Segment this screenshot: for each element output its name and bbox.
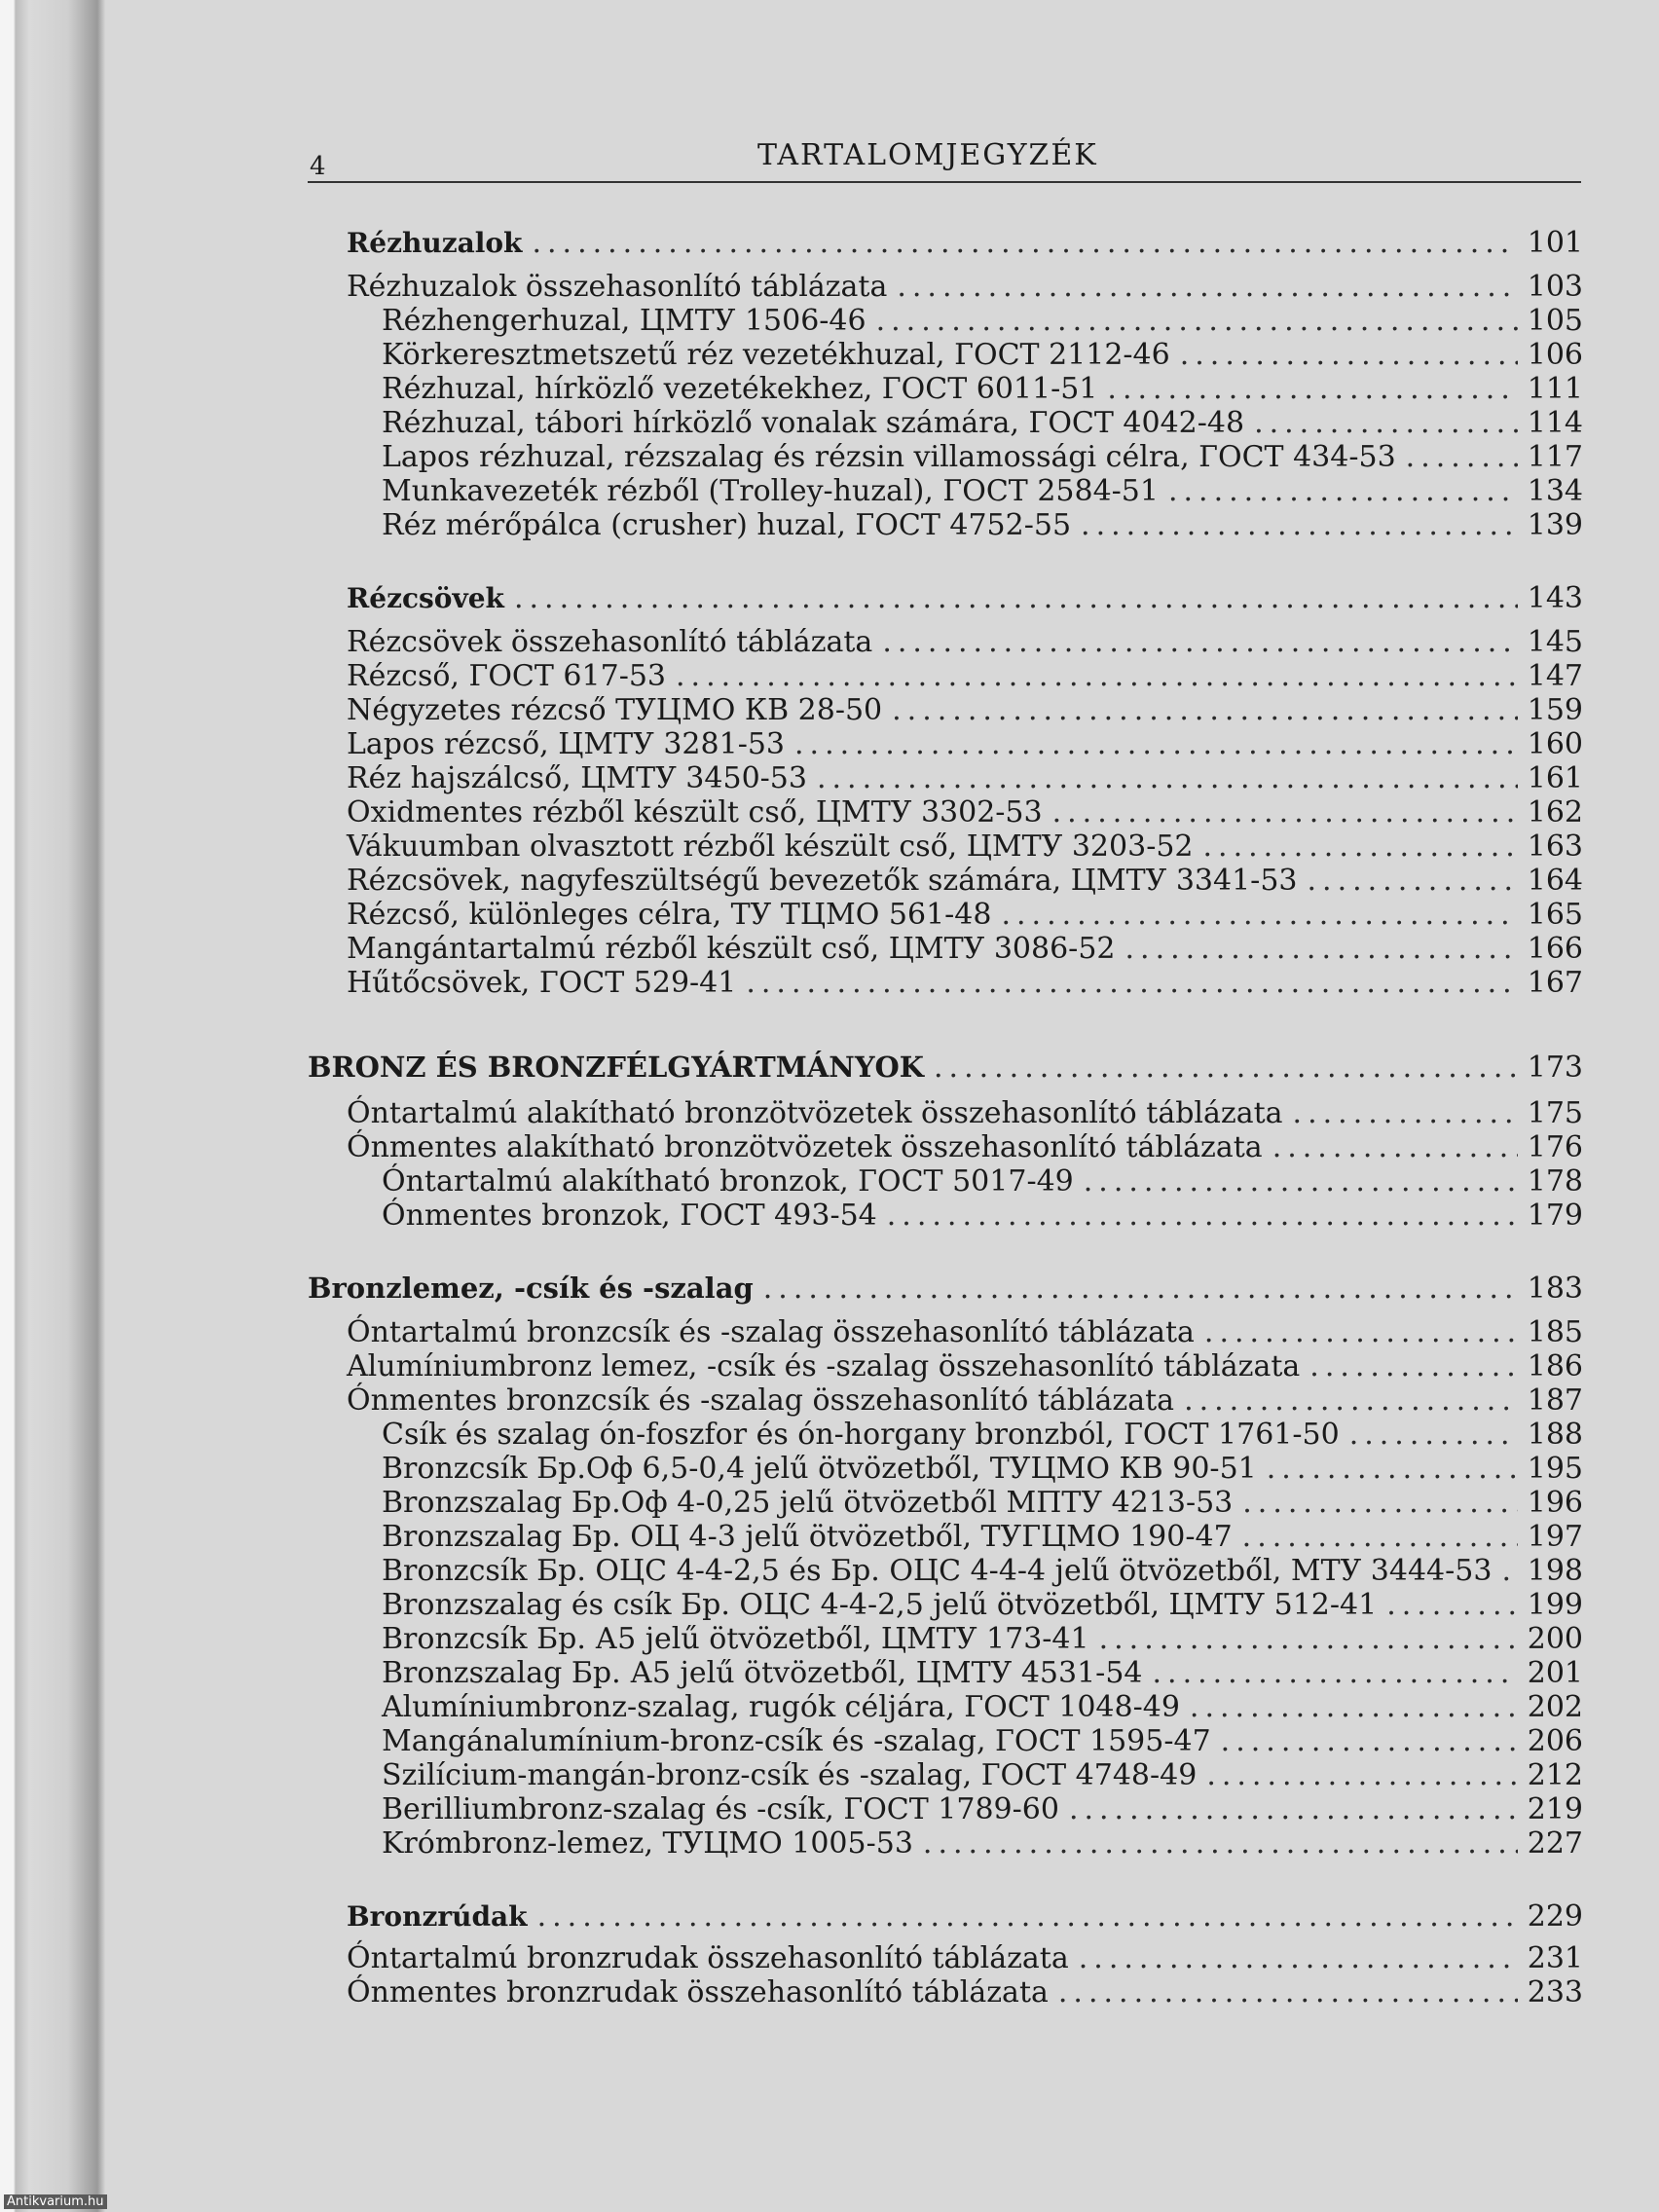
toc-entry-page: 233 xyxy=(1527,1975,1583,2009)
toc-entry xyxy=(308,659,1583,693)
toc-entry-label: Óntartalmú alakítható bronzötvözetek összehasonlító táblázata xyxy=(347,1096,1283,1130)
toc-entry-label: Berilliumbronz-szalag és -csík, ГОСТ 1789-60 xyxy=(382,1792,1059,1826)
dot-leader xyxy=(1221,1724,1518,1758)
toc-entry-page: 162 xyxy=(1527,795,1583,830)
toc-entry xyxy=(308,693,1583,727)
toc-entry-label: Rézhuzalok xyxy=(347,227,523,259)
toc-entry xyxy=(308,1164,1583,1198)
dot-leader xyxy=(876,304,1518,338)
toc-entry-page: 188 xyxy=(1527,1418,1583,1452)
toc-entry-label: Krómbronz-lemez, ТУЦМО 1005-53 xyxy=(382,1826,913,1861)
dot-leader xyxy=(514,581,1518,615)
toc-entry-page: 143 xyxy=(1527,581,1583,615)
dot-leader xyxy=(892,693,1518,727)
dot-leader xyxy=(934,1051,1518,1085)
toc-entry-page: 206 xyxy=(1527,1724,1583,1758)
toc-entry xyxy=(308,1272,1583,1306)
toc-entry-page: 179 xyxy=(1527,1198,1583,1233)
toc-entry xyxy=(308,372,1583,406)
dot-leader xyxy=(882,625,1517,659)
toc-entry-label: Rézcső, különleges célra, ТУ ТЦМО 561-48 xyxy=(347,898,992,932)
toc-entry xyxy=(308,1198,1583,1233)
toc-entry xyxy=(308,898,1583,932)
toc-entry xyxy=(308,1899,1583,1934)
toc-entry-page: 101 xyxy=(1527,226,1583,260)
dot-leader xyxy=(1058,1975,1518,2009)
page-number: 4 xyxy=(310,152,326,181)
toc-entry-label: Oxidmentes rézből készült cső, ЦМТУ 3302-53 xyxy=(347,795,1043,830)
dot-leader xyxy=(1107,372,1517,406)
watermark: Antikvarium.hu xyxy=(4,2194,107,2209)
dot-leader xyxy=(897,270,1517,304)
toc-entry xyxy=(308,1383,1583,1418)
toc-entry-page: 134 xyxy=(1527,474,1583,508)
toc-entry-label: Bronzszalag Бр. А5 jelű ötvözetből, ЦМТУ 4531-54 xyxy=(382,1656,1143,1690)
toc-entry xyxy=(308,1486,1583,1520)
toc-entry-page: 201 xyxy=(1527,1656,1583,1690)
toc-entry-page: 185 xyxy=(1527,1315,1583,1349)
toc-entry-label: Óntartalmú bronzrudak összehasonlító táblázata xyxy=(347,1941,1069,1975)
dot-leader xyxy=(1099,1622,1518,1656)
toc-entry xyxy=(308,966,1583,1000)
dot-leader xyxy=(1293,1096,1518,1130)
toc-entry-label: Alumíniumbronz-szalag, rugók céljára, ГОСТ 1048-49 xyxy=(382,1690,1180,1724)
dot-leader xyxy=(676,659,1518,693)
toc-entry-label: Bronzcsík Бр. А5 jelű ötvözetből, ЦМТУ 173-41 xyxy=(382,1622,1089,1656)
toc-entry xyxy=(308,508,1583,542)
dot-leader xyxy=(817,761,1518,795)
toc-entry xyxy=(308,1941,1583,1975)
dot-leader xyxy=(1308,864,1518,898)
toc-entry-page: 105 xyxy=(1527,304,1583,338)
dot-leader xyxy=(1190,1690,1518,1724)
toc-entry xyxy=(308,406,1583,440)
dot-leader xyxy=(1272,1130,1518,1164)
toc-entry-label: Vákuumban olvasztott rézből készült cső, ЦМТУ 3203-52 xyxy=(347,830,1194,864)
dot-leader xyxy=(1001,898,1517,932)
toc-entry-label: Bronzszalag Бр.Оф 4-0,25 jelű ötvözetből МПТУ 4213-53 xyxy=(382,1486,1234,1520)
toc-entry-page: 200 xyxy=(1527,1622,1583,1656)
dot-leader xyxy=(1386,1588,1518,1622)
toc-entry-page: 231 xyxy=(1527,1941,1583,1975)
dot-leader xyxy=(1267,1452,1518,1486)
dot-leader xyxy=(1242,1486,1517,1520)
toc-entry-label: Rézhuzal, hírközlő vezetékekhez, ГОСТ 6011-51 xyxy=(382,372,1098,406)
toc-entry-label: Rézcső, ГОСТ 617-53 xyxy=(347,659,667,693)
section-gap xyxy=(308,1861,1583,1899)
toc-entry-page: 147 xyxy=(1527,659,1583,693)
toc-entry-label: Csík és szalag ón-foszfor és ón-horgany bronzból, ГОСТ 1761-50 xyxy=(382,1418,1340,1452)
toc-entry-label: Bronzszalag és csík Бр. ОЦС 4-4-2,5 jelű ötvözetből, ЦМТУ 512-41 xyxy=(382,1588,1378,1622)
toc-entry-label: Bronzlemez, -csík és -szalag xyxy=(308,1272,754,1305)
dot-leader xyxy=(1501,1554,1517,1588)
toc-entry-page: 117 xyxy=(1527,440,1583,474)
toc-entry-label: Rézcsövek, nagyfeszültségű bevezetők számára, ЦМТУ 3341-53 xyxy=(347,864,1298,898)
dot-leader xyxy=(1084,1164,1518,1198)
toc-entry xyxy=(308,795,1583,830)
toc-entry-page: 145 xyxy=(1527,625,1583,659)
toc-entry-page: 202 xyxy=(1527,1690,1583,1724)
toc-entry-page: 139 xyxy=(1527,508,1583,542)
toc-entry-label: Ónmentes bronzok, ГОСТ 493-54 xyxy=(382,1198,877,1233)
toc-entry-label: Lapos rézhuzal, rézszalag és rézsin villamossági célra, ГОСТ 434-53 xyxy=(382,440,1396,474)
header-rule xyxy=(308,181,1581,183)
toc-entry-label: Rézhuzalok összehasonlító táblázata xyxy=(347,270,888,304)
toc-entry-page: 199 xyxy=(1527,1588,1583,1622)
toc-entry xyxy=(308,1315,1583,1349)
toc-entry-page: 195 xyxy=(1527,1452,1583,1486)
dot-leader xyxy=(1309,1349,1517,1383)
toc-entry xyxy=(308,270,1583,304)
toc-entry-label: Bronzcsík Бр. ОЦС 4-4-2,5 és Бр. ОЦС 4-4-4 jelű ötvözetből, МТУ 3444-53 xyxy=(382,1554,1493,1588)
toc-entry-page: 166 xyxy=(1527,932,1583,966)
toc-entry xyxy=(308,1130,1583,1164)
toc-entry xyxy=(308,1349,1583,1383)
toc-entry-label: BRONZ ÉS BRONZFÉLGYÁRTMÁNYOK xyxy=(308,1051,924,1084)
toc-entry xyxy=(308,1554,1583,1588)
toc-entry xyxy=(308,1724,1583,1758)
section-gap xyxy=(308,1000,1583,1051)
toc-entry xyxy=(308,761,1583,795)
toc-entry-page: 167 xyxy=(1527,966,1583,1000)
toc-entry-page: 196 xyxy=(1527,1486,1583,1520)
toc-entry-page: 176 xyxy=(1527,1130,1583,1164)
toc-entry-page: 103 xyxy=(1527,270,1583,304)
toc-entry xyxy=(308,581,1583,615)
dot-leader xyxy=(746,966,1517,1000)
toc-entry-label: Óntartalmú bronzcsík és -szalag összehasonlító táblázata xyxy=(347,1315,1195,1349)
toc-entry xyxy=(308,1051,1583,1085)
toc-entry-label: Rézcsövek összehasonlító táblázata xyxy=(347,625,873,659)
toc-entry xyxy=(308,1758,1583,1792)
dot-leader xyxy=(1203,830,1518,864)
toc-entry-page: 173 xyxy=(1527,1051,1583,1085)
toc-entry xyxy=(308,1690,1583,1724)
toc-entry-label: Körkeresztmetszetű réz vezetékhuzal, ГОСТ 2112-46 xyxy=(382,338,1170,372)
dot-leader xyxy=(1168,474,1518,508)
toc-entry-page: 163 xyxy=(1527,830,1583,864)
toc-entry xyxy=(308,1656,1583,1690)
toc-entry xyxy=(308,1520,1583,1554)
toc-entry-label: Bronzszalag Бр. ОЦ 4-3 jelű ötvözetből, ТУГЦМО 190-47 xyxy=(382,1520,1233,1554)
toc-entry xyxy=(308,1096,1583,1130)
toc-entry-page: 111 xyxy=(1527,372,1583,406)
toc-entry-page: 219 xyxy=(1527,1792,1583,1826)
toc-entry-page: 161 xyxy=(1527,761,1583,795)
toc-entry-page: 164 xyxy=(1527,864,1583,898)
toc-entry-label: Rézcsövek xyxy=(347,582,504,614)
toc-entry xyxy=(308,1588,1583,1622)
toc-entry-label: Ónmentes alakítható bronzötvözetek összehasonlító táblázata xyxy=(347,1130,1263,1164)
toc-entry xyxy=(308,440,1583,474)
toc-entry xyxy=(308,1792,1583,1826)
dot-leader xyxy=(1204,1315,1518,1349)
dot-leader xyxy=(532,226,1517,260)
book-binding-edge xyxy=(0,0,105,2212)
toc-entry xyxy=(308,727,1583,761)
toc-entry-page: 165 xyxy=(1527,898,1583,932)
toc-entry-page: 198 xyxy=(1527,1554,1583,1588)
running-title: TARTALOMJEGYZÉK xyxy=(757,138,1098,172)
toc-entry xyxy=(308,338,1583,372)
toc-entry-label: Rézhengerhuzal, ЦМТУ 1506-46 xyxy=(382,304,866,338)
toc-entry-page: 187 xyxy=(1527,1383,1583,1418)
toc-entry xyxy=(308,226,1583,260)
dot-leader xyxy=(1153,1656,1518,1690)
toc-entry-label: Négyzetes rézcső ТУЦМО КВ 28-50 xyxy=(347,693,883,727)
toc-entry-label: Óntartalmú alakítható bronzok, ГОСТ 5017-49 xyxy=(382,1164,1074,1198)
dot-leader xyxy=(1349,1418,1518,1452)
toc-entry xyxy=(308,1452,1583,1486)
toc-entry xyxy=(308,474,1583,508)
section-gap xyxy=(308,542,1583,581)
dot-leader xyxy=(537,1899,1518,1934)
dot-leader xyxy=(1184,1383,1518,1418)
toc-entry-label: Rézhuzal, tábori hírközlő vonalak számára, ГОСТ 4042-48 xyxy=(382,406,1245,440)
toc-entry-page: 175 xyxy=(1527,1096,1583,1130)
toc-entry-label: Ónmentes bronzcsík és -szalag összehasonlító táblázata xyxy=(347,1383,1175,1418)
toc-entry-label: Lapos rézcső, ЦМТУ 3281-53 xyxy=(347,727,785,761)
toc-entry-label: Bronzrúdak xyxy=(347,1900,528,1933)
dot-leader xyxy=(1079,1941,1518,1975)
toc-entry-page: 197 xyxy=(1527,1520,1583,1554)
dot-leader xyxy=(1052,795,1518,830)
section-gap xyxy=(308,1233,1583,1272)
toc-entry xyxy=(308,864,1583,898)
toc-entry-label: Hűtőcsövek, ГОСТ 529-41 xyxy=(347,966,737,1000)
toc-entry xyxy=(308,304,1583,338)
dot-leader xyxy=(1069,1792,1518,1826)
toc-entry-page: 212 xyxy=(1527,1758,1583,1792)
toc-entry-page: 106 xyxy=(1527,338,1583,372)
toc-entry xyxy=(308,932,1583,966)
toc-entry-label: Réz hajszálcső, ЦМТУ 3450-53 xyxy=(347,761,807,795)
dot-leader xyxy=(1406,440,1518,474)
dot-leader xyxy=(1180,338,1518,372)
toc-entry-page: 229 xyxy=(1527,1899,1583,1934)
toc-entry-page: 160 xyxy=(1527,727,1583,761)
toc-entry xyxy=(308,830,1583,864)
table-of-contents xyxy=(308,226,1583,2009)
dot-leader xyxy=(923,1826,1518,1861)
toc-entry-page: 159 xyxy=(1527,693,1583,727)
dot-leader xyxy=(1081,508,1518,542)
toc-entry-page: 227 xyxy=(1527,1826,1583,1861)
dot-leader xyxy=(1254,406,1518,440)
toc-entry-label: Réz mérőpálca (crusher) huzal, ГОСТ 4752-55 xyxy=(382,508,1072,542)
toc-entry-label: Ónmentes bronzrudak összehasonlító táblázata xyxy=(347,1975,1049,2009)
toc-entry xyxy=(308,625,1583,659)
toc-entry-label: Szilícium-mangán-bronz-csík és -szalag, ГОСТ 4748-49 xyxy=(382,1758,1198,1792)
toc-entry-page: 178 xyxy=(1527,1164,1583,1198)
toc-entry-page: 114 xyxy=(1527,406,1583,440)
dot-leader xyxy=(763,1272,1518,1306)
toc-entry-label: Alumíniumbronz lemez, -csík és -szalag összehasonlító táblázata xyxy=(347,1349,1301,1383)
toc-entry xyxy=(308,1975,1583,2009)
dot-leader xyxy=(1206,1758,1517,1792)
toc-entry-label: Munkavezeték rézből (Trolley-huzal), ГОСТ 2584-51 xyxy=(382,474,1159,508)
toc-entry-label: Mangánalumínium-bronz-csík és -szalag, ГОСТ 1595-47 xyxy=(382,1724,1211,1758)
toc-entry-label: Mangántartalmú rézből készült cső, ЦМТУ 3086-52 xyxy=(347,932,1116,966)
dot-leader xyxy=(1125,932,1518,966)
toc-entry-page: 186 xyxy=(1527,1349,1583,1383)
dot-leader xyxy=(794,727,1518,761)
dot-leader xyxy=(1242,1520,1518,1554)
toc-entry-page: 183 xyxy=(1527,1272,1583,1306)
dot-leader xyxy=(887,1198,1518,1233)
toc-entry xyxy=(308,1418,1583,1452)
toc-entry xyxy=(308,1826,1583,1861)
toc-entry xyxy=(308,1622,1583,1656)
toc-entry-label: Bronzcsík Бр.Оф 6,5-0,4 jelű ötvözetből, ТУЦМО КВ 90-51 xyxy=(382,1452,1257,1486)
